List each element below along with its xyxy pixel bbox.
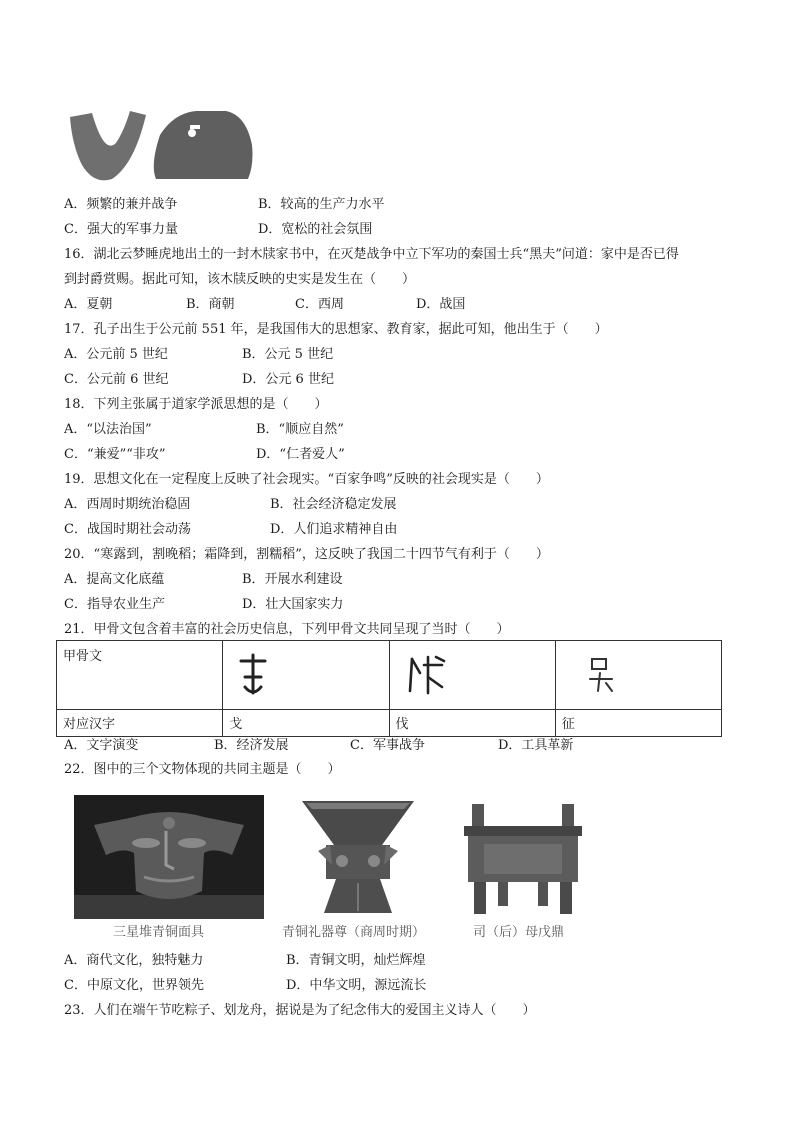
oracle-bone-table — [56, 640, 722, 737]
q15-option-d: D．宽松的社会氛围 — [258, 222, 373, 237]
q16-option-a: A．夏朝 — [64, 297, 113, 312]
q17-option-c: C．公元前 6 世纪 — [64, 372, 169, 387]
stone-knife-hole — [188, 129, 196, 137]
q17-option-d: D．公元 6 世纪 — [242, 372, 334, 387]
q21-stem: 21．甲骨文包含着丰富的社会历史信息，下列甲骨文共同呈现了当时（ ） — [64, 622, 510, 637]
q20-option-c: C．指导农业生产 — [64, 597, 165, 612]
q18-option-a: A．“以法治国” — [64, 422, 152, 437]
q19-stem: 19．思想文化在一定程度上反映了社会现实。“百家争鸣”反映的社会现实是（ ） — [64, 472, 549, 487]
q19-option-b: B．社会经济稳定发展 — [270, 497, 397, 512]
sanxingdui-mask-image — [74, 795, 264, 919]
q18-stem: 18．下列主张属于道家学派思想的是（ ） — [64, 397, 328, 412]
oracle-glyph-ge — [223, 641, 389, 710]
q16-option-d: D．战国 — [416, 297, 466, 312]
q19-option-d: D．人们追求精神自由 — [270, 522, 398, 537]
q22-option-c: C．中原文化，世界领先 — [64, 978, 204, 993]
q17-option-a: A．公元前 5 世纪 — [64, 347, 168, 362]
chinese-char-fa: 伐 — [389, 710, 555, 737]
q15-option-a: A．频繁的兼并战争 — [64, 197, 178, 212]
q18-option-d: D．“仁者爱人” — [256, 447, 345, 462]
v-shaped-stone-tool — [70, 111, 146, 180]
chinese-row-header: 对应汉字 — [57, 710, 223, 737]
q20-option-b: B．开展水利建设 — [242, 572, 343, 587]
q23-stem: 23．人们在端午节吃粽子、划龙舟，据说是为了纪念伟大的爱国主义诗人（ ） — [64, 1003, 536, 1018]
q22-stem: 22．图中的三个文物体现的共同主题是（ ） — [64, 762, 341, 777]
stone-knife-with-hole — [154, 111, 253, 179]
stone-tools-image — [64, 105, 254, 185]
q17-option-b: B．公元 5 世纪 — [242, 347, 334, 362]
q16-option-b: B．商朝 — [186, 297, 235, 312]
q22-option-d: D．中华文明，源远流长 — [286, 978, 427, 993]
oracle-row-header: 甲骨文 — [57, 641, 223, 710]
q20-stem: 20．“寒露到，割晚稻；霜降到，割糯稻”，这反映了我国二十四节气有利于（ ） — [64, 547, 549, 562]
q21-option-a: A．文字演变 — [64, 738, 139, 753]
chinese-char-zheng: 征 — [555, 710, 721, 737]
chinese-char-ge: 戈 — [223, 710, 389, 737]
bronze-zun-image — [296, 795, 420, 919]
q18-option-b: B．“顺应自然” — [256, 422, 344, 437]
q16-stem-line1: 16．湖北云梦睡虎地出土的一封木牍家书中，在灭楚战争中立下军功的秦国士兵“黑夫”问道：家中是否已得 — [64, 247, 679, 262]
q20-option-a: A．提高文化底蕴 — [64, 572, 165, 587]
houmuwu-ding-image — [458, 800, 588, 918]
caption-ding: 司（后）母戊鼎 — [473, 925, 565, 940]
q19-option-a: A．西周时期统治稳固 — [64, 497, 191, 512]
q15-option-c: C．强大的军事力量 — [64, 222, 178, 237]
q18-option-c: C．“兼爱”“非攻” — [64, 447, 166, 462]
q21-option-b: B．经济发展 — [214, 738, 289, 753]
caption-zun: 青铜礼器尊（商周时期） — [282, 925, 426, 940]
q16-stem-line2: 到封爵赏赐。据此可知，该木牍反映的史实是发生在（ ） — [64, 272, 416, 287]
q17-stem: 17．孔子出生于公元前 551 年，是我国伟大的思想家、教育家，据此可知，他出生于（ ） — [64, 322, 608, 337]
q19-option-c: C．战国时期社会动荡 — [64, 522, 191, 537]
oracle-glyph-fa — [389, 641, 555, 710]
q22-option-a: A．商代文化，独特魅力 — [64, 953, 204, 968]
oracle-glyph-zheng — [555, 641, 721, 710]
caption-mask: 三星堆青铜面具 — [113, 925, 205, 940]
q21-option-d: D．工具革新 — [498, 738, 574, 753]
q22-option-b: B．青铜文明，灿烂辉煌 — [286, 953, 426, 968]
q20-option-d: D．壮大国家实力 — [242, 597, 344, 612]
q15-option-b: B．较高的生产力水平 — [258, 197, 385, 212]
q21-option-c: C．军事战争 — [350, 738, 425, 753]
q16-option-c: C．西周 — [295, 297, 344, 312]
